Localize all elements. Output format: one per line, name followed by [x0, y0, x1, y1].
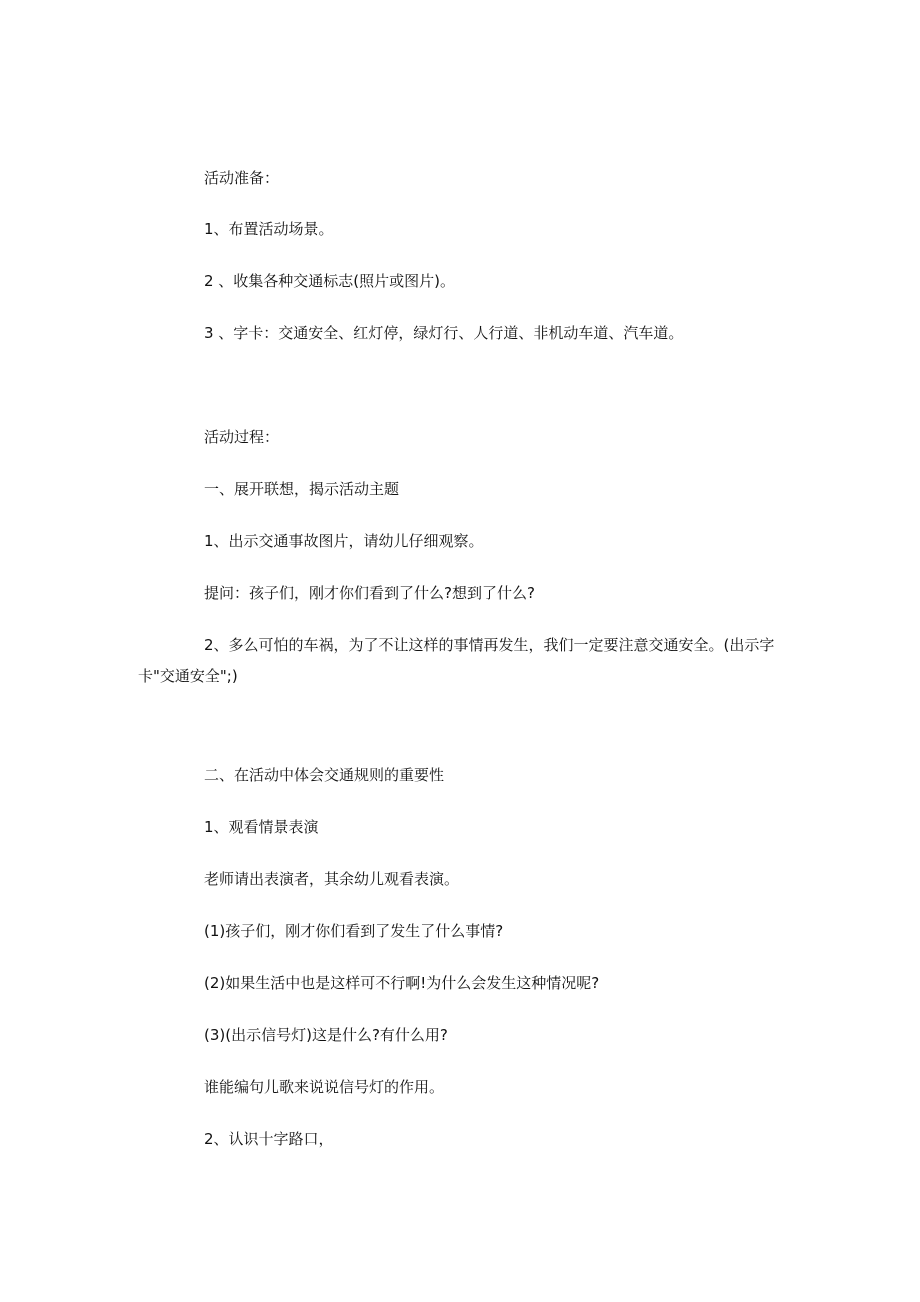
section1-title: 一、展开联想，揭示活动主题 [204, 480, 400, 498]
prep-item-2: 2 、收集各种交通标志(照片或图片)。 [204, 272, 456, 290]
section2-question-2: (2)如果生活中也是这样可不行啊!为什么会发生这种情况呢? [204, 974, 600, 992]
section2-title: 二、在活动中体会交通规则的重要性 [204, 766, 445, 784]
section2-teacher-note: 老师请出表演者，其余幼儿观看表演。 [204, 870, 460, 888]
section2-item-2: 2、认识十字路口， [204, 1130, 334, 1148]
prep-heading: 活动准备： [204, 169, 280, 187]
process-heading: 活动过程： [204, 428, 280, 446]
section1-question: 提问：孩子们，刚才你们看到了什么?想到了什么? [204, 584, 535, 602]
section1-item-1: 1、出示交通事故图片，请幼儿仔细观察。 [204, 532, 484, 550]
section1-item-2: 2、多么可怕的车祸，为了不让这样的事情再发生，我们一定要注意交通安全。(出示字卡"交通安全";) [138, 636, 775, 685]
prep-item-1: 1、布置活动场景。 [204, 220, 334, 238]
section2-rhyme-prompt: 谁能编句儿歌来说说信号灯的作用。 [204, 1078, 445, 1096]
section2-question-3: (3)(出示信号灯)这是什么?有什么用? [204, 1026, 448, 1044]
section2-item-1: 1、观看情景表演 [204, 818, 319, 836]
section2-question-1: (1)孩子们，刚才你们看到了发生了什么事情? [204, 922, 504, 940]
prep-item-3: 3 、字卡：交通安全、红灯停，绿灯行、人行道、非机动车道、汽车道。 [204, 324, 684, 342]
